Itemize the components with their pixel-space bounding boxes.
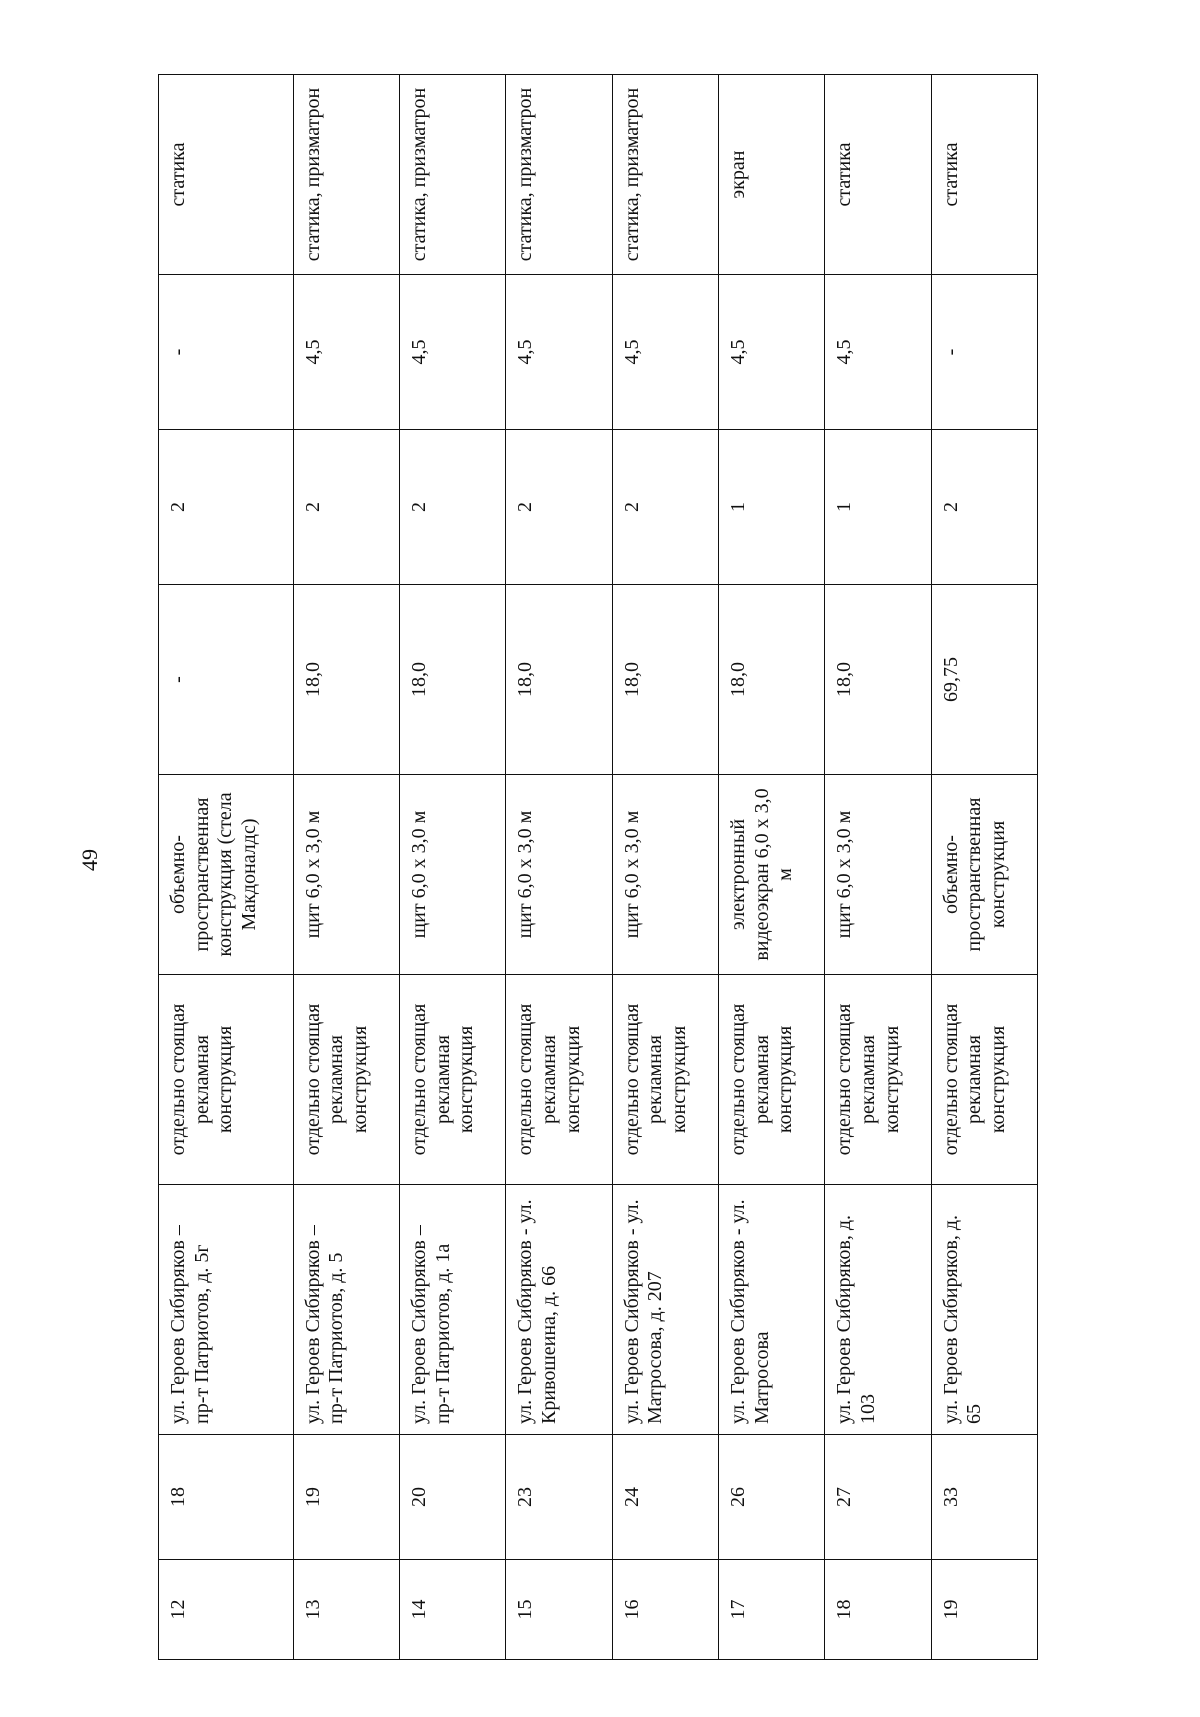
- row-number-cell: 17: [719, 1560, 825, 1660]
- table-row: [400, 75, 506, 1660]
- row-number-cell: 13: [293, 1560, 399, 1660]
- structure-type-cell: отдельно стоящая рекламная конструкция: [719, 975, 825, 1185]
- structure-type-cell: отдельно стоящая рекламная конструкция: [506, 975, 612, 1185]
- sides-count-cell: 2: [293, 430, 399, 585]
- display-mode-cell: статика, призматрон: [612, 75, 718, 275]
- sides-count-cell: 1: [825, 430, 931, 585]
- display-mode-cell: статика, призматрон: [400, 75, 506, 275]
- structure-spec-cell: щит 6,0 х 3,0 м: [825, 775, 931, 975]
- address-cell: ул. Героев Сибиряков, д. 103: [825, 1185, 931, 1435]
- structure-id-cell: 20: [400, 1435, 506, 1560]
- rate-cell: -: [931, 275, 1037, 430]
- sides-count-cell: 1: [719, 430, 825, 585]
- rate-cell: -: [159, 275, 294, 430]
- display-mode-cell: статика: [931, 75, 1037, 275]
- structure-id-cell: 26: [719, 1435, 825, 1560]
- area-cell: 69,75: [931, 585, 1037, 775]
- structure-type-cell: отдельно стоящая рекламная конструкция: [400, 975, 506, 1185]
- address-cell: ул. Героев Сибиряков – пр-т Патриотов, д. 1а: [400, 1185, 506, 1435]
- structure-type-cell: отдельно стоящая рекламная конструкция: [931, 975, 1037, 1185]
- row-number-cell: 19: [931, 1560, 1037, 1660]
- area-cell: 18,0: [612, 585, 718, 775]
- address-cell: ул. Героев Сибиряков - ул. Кривошеина, д. 66: [506, 1185, 612, 1435]
- structure-type-cell: отдельно стоящая рекламная конструкция: [825, 975, 931, 1185]
- table-row: [719, 75, 825, 1660]
- rate-cell: 4,5: [825, 275, 931, 430]
- structure-type-cell: отдельно стоящая рекламная конструкция: [612, 975, 718, 1185]
- sides-count-cell: 2: [931, 430, 1037, 585]
- structure-spec-cell: щит 6,0 х 3,0 м: [400, 775, 506, 975]
- rotated-table-wrapper: [158, 75, 1038, 1660]
- structure-spec-cell: объемно-пространственная конструкция: [931, 775, 1037, 975]
- display-mode-cell: статика: [825, 75, 931, 275]
- rate-cell: 4,5: [293, 275, 399, 430]
- table-body: [159, 75, 1038, 1660]
- row-number-cell: 15: [506, 1560, 612, 1660]
- sides-count-cell: 2: [159, 430, 294, 585]
- row-number-cell: 16: [612, 1560, 718, 1660]
- structure-id-cell: 24: [612, 1435, 718, 1560]
- structure-spec-cell: электронный видеоэкран 6,0 х 3,0 м: [719, 775, 825, 975]
- structure-id-cell: 33: [931, 1435, 1037, 1560]
- structure-spec-cell: щит 6,0 х 3,0 м: [293, 775, 399, 975]
- address-cell: ул. Героев Сибиряков - ул. Матросова, д. 207: [612, 1185, 718, 1435]
- row-number-cell: 18: [825, 1560, 931, 1660]
- structure-id-cell: 27: [825, 1435, 931, 1560]
- address-cell: ул. Героев Сибиряков - ул. Матросова: [719, 1185, 825, 1435]
- area-cell: 18,0: [825, 585, 931, 775]
- rate-cell: 4,5: [400, 275, 506, 430]
- rate-cell: 4,5: [719, 275, 825, 430]
- structure-spec-cell: щит 6,0 х 3,0 м: [506, 775, 612, 975]
- row-number-cell: 14: [400, 1560, 506, 1660]
- structure-id-cell: 19: [293, 1435, 399, 1560]
- address-cell: ул. Героев Сибиряков – пр-т Патриотов, д. 5г: [159, 1185, 294, 1435]
- structure-id-cell: 18: [159, 1435, 294, 1560]
- structure-spec-cell: объемно-пространственная конструкция (стела Макдоналдс): [159, 775, 294, 975]
- structure-id-cell: 23: [506, 1435, 612, 1560]
- table-row: [293, 75, 399, 1660]
- page-number: 49: [77, 849, 102, 871]
- table-row: [931, 75, 1037, 1660]
- ad-structures-table: [158, 74, 1038, 1660]
- sides-count-cell: 2: [400, 430, 506, 585]
- area-cell: 18,0: [506, 585, 612, 775]
- area-cell: 18,0: [293, 585, 399, 775]
- sides-count-cell: 2: [506, 430, 612, 585]
- structure-type-cell: отдельно стоящая рекламная конструкция: [293, 975, 399, 1185]
- rate-cell: 4,5: [612, 275, 718, 430]
- display-mode-cell: статика, призматрон: [506, 75, 612, 275]
- structure-type-cell: отдельно стоящая рекламная конструкция: [159, 975, 294, 1185]
- table-row: [159, 75, 294, 1660]
- area-cell: 18,0: [719, 585, 825, 775]
- address-cell: ул. Героев Сибиряков, д. 65: [931, 1185, 1037, 1435]
- table-row: [506, 75, 612, 1660]
- display-mode-cell: статика, призматрон: [293, 75, 399, 275]
- address-cell: ул. Героев Сибиряков – пр-т Патриотов, д. 5: [293, 1185, 399, 1435]
- display-mode-cell: экран: [719, 75, 825, 275]
- table-row: [825, 75, 931, 1660]
- row-number-cell: 12: [159, 1560, 294, 1660]
- area-cell: -: [159, 585, 294, 775]
- display-mode-cell: статика: [159, 75, 294, 275]
- table-row: [612, 75, 718, 1660]
- sides-count-cell: 2: [612, 430, 718, 585]
- area-cell: 18,0: [400, 585, 506, 775]
- structure-spec-cell: щит 6,0 х 3,0 м: [612, 775, 718, 975]
- rate-cell: 4,5: [506, 275, 612, 430]
